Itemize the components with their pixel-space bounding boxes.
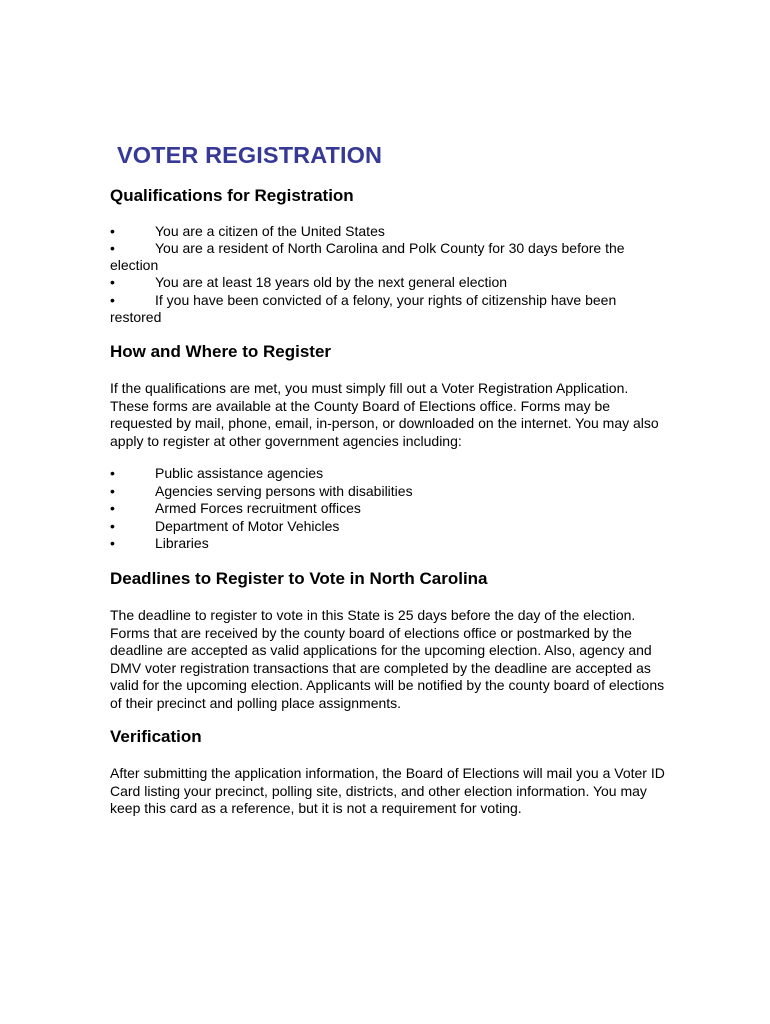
bullet-marker: • — [110, 292, 115, 308]
qualifications-heading: Qualifications for Registration — [110, 186, 354, 205]
bullet-marker: • — [110, 483, 115, 499]
bullet-marker: • — [110, 518, 115, 534]
agency-item: Public assistance agencies — [155, 465, 324, 481]
bullet-marker: • — [110, 274, 115, 290]
qualification-item-felony-continued: restored — [110, 309, 162, 325]
qualification-item-citizen: You are a citizen of the United States — [155, 223, 385, 239]
verification-paragraph: After submitting the application information, the Board of Elections will mail you a Voter ID Card listing your precinct, polling site, districts, and other election information. You may keep this card as a reference, but it is not a requirement for voting. — [110, 765, 665, 816]
how-to-register-heading: How and Where to Register — [110, 342, 332, 361]
qualification-item-resident: You are a resident of North Carolina and Polk County for 30 days before the — [155, 240, 625, 256]
qualification-item-felony: If you have been convicted of a felony, your rights of citizenship have been — [155, 292, 617, 308]
bullet-marker: • — [110, 223, 115, 239]
agency-item: Armed Forces recruitment offices — [155, 500, 361, 516]
bullet-marker: • — [110, 535, 115, 551]
deadlines-heading: Deadlines to Register to Vote in North Carolina — [110, 569, 488, 588]
agency-item: Libraries — [155, 535, 209, 551]
bullet-marker: • — [110, 500, 115, 516]
how-to-register-paragraph: If the qualifications are met, you must simply fill out a Voter Registration Application. These forms are available at the County Board of Elections office. Forms may be requested by mail, phone, email, in-person, or downloaded on the internet. You may also apply to register at other government agencies including: — [110, 380, 659, 449]
agency-item: Department of Motor Vehicles — [155, 518, 340, 534]
bullet-marker: • — [110, 240, 115, 256]
qualification-item-age: You are at least 18 years old by the next general election — [155, 274, 508, 290]
verification-heading: Verification — [110, 727, 202, 746]
bullet-marker: • — [110, 465, 115, 481]
qualification-item-resident-continued: election — [110, 257, 159, 273]
agency-item: Agencies serving persons with disabilities — [155, 483, 413, 499]
deadlines-paragraph: The deadline to register to vote in this State is 25 days before the day of the election. Forms that are received by the county board of elections office or postmarked by the deadline are accepted as valid applications for the upcoming election. Also, agency and DMV voter registration transactions that are completed by the deadline are accepted as valid for the upcoming election. Applicants will be notified by the county board of elections of their precinct and polling place assignments. — [110, 607, 665, 711]
document-title: VOTER REGISTRATION — [117, 142, 383, 168]
